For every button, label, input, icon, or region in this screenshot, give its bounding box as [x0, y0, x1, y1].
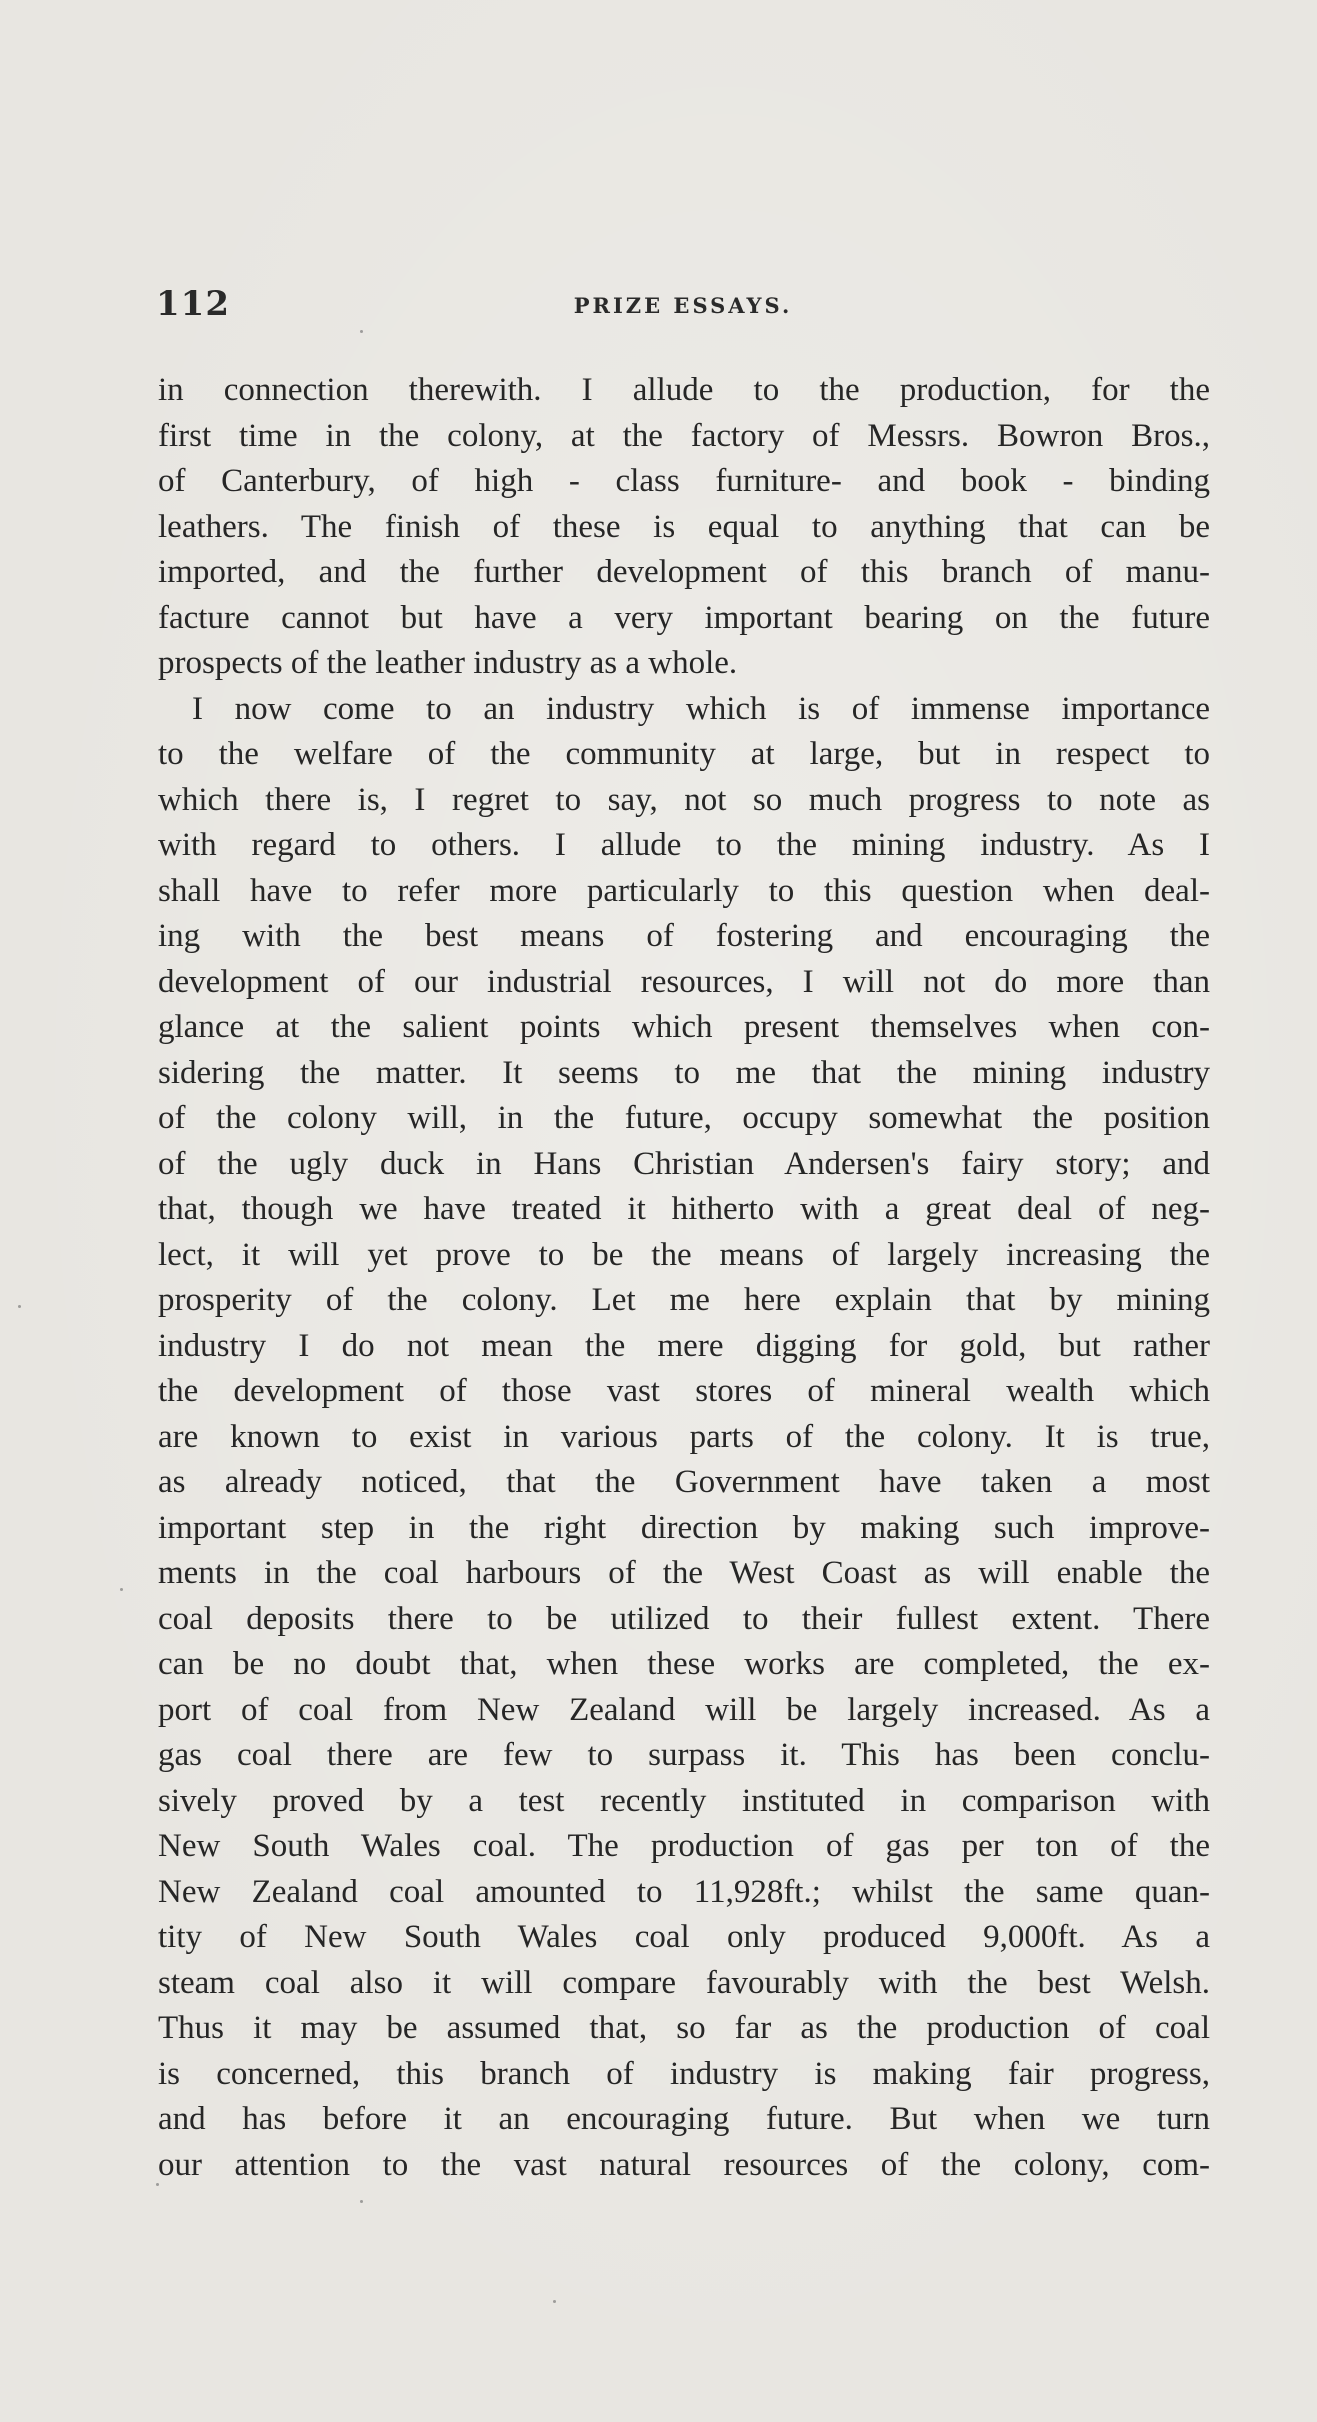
text-line: tity of New South Wales coal only produced 9,000ft. As a	[158, 1919, 1210, 1955]
text-line: ing with the best means of fostering and encouraging the	[158, 918, 1210, 954]
text-line: and has before it an encouraging future. But when we turn	[158, 2101, 1210, 2137]
text-line: prosperity of the colony. Let me here explain that by mining	[158, 1282, 1210, 1318]
text-line: are known to exist in various parts of the colony. It is true,	[158, 1418, 1210, 1455]
text-line: coal deposits there to be utilized to their fullest extent. There	[158, 1600, 1210, 1637]
text-line: New South Wales coal. The production of gas per ton of the	[158, 1828, 1210, 1864]
text-line: which there is, I regret to say, not so much progress to note as	[158, 781, 1210, 818]
text-line: lect, it will yet prove to be the means of largely increasing the	[158, 1236, 1210, 1273]
text-line: ments in the coal harbours of the West Coast as will enable the	[158, 1555, 1210, 1591]
text-line: glance at the salient points which present themselves when con-	[158, 1009, 1210, 1045]
text-line: the development of those vast stores of mineral wealth which	[158, 1373, 1210, 1409]
text-line: sively proved by a test recently instituted in comparison with	[158, 1782, 1210, 1819]
text-line: gas coal there are few to surpass it. This has been conclu-	[158, 1737, 1210, 1773]
text-line: leathers. The finish of these is equal to anything that can be	[158, 508, 1210, 545]
text-line: can be no doubt that, when these works are completed, the ex-	[158, 1646, 1210, 1682]
text-line: development of our industrial resources, I will not do more than	[158, 963, 1210, 1000]
paper-speck	[553, 2300, 556, 2303]
text-line: our attention to the vast natural resources of the colony, com-	[158, 2146, 1210, 2183]
paper-speck	[18, 1305, 21, 1308]
text-line: imported, and the further development of this branch of manu-	[158, 554, 1210, 590]
text-line: that, though we have treated it hitherto with a great deal of neg-	[158, 1191, 1210, 1227]
text-line: of the colony will, in the future, occupy somewhat the position	[158, 1100, 1210, 1136]
text-line: prospects of the leather industry as a whole.	[158, 645, 738, 681]
body-text	[158, 368, 1210, 2188]
text-line: in connection therewith. I allude to the production, for the	[158, 372, 1210, 408]
text-line: industry I do not mean the mere digging for gold, but rather	[158, 1327, 1210, 1364]
text-line: facture cannot but have a very important bearing on the future	[158, 599, 1210, 636]
text-line: is concerned, this branch of industry is making fair progress,	[158, 2055, 1210, 2092]
page-number: 112	[156, 284, 230, 324]
text-line: of the ugly duck in Hans Christian Andersen's fairy story; and	[158, 1145, 1210, 1182]
text-line: New Zealand coal amounted to 11,928ft.; whilst the same quan-	[158, 1873, 1210, 1910]
text-line: with regard to others. I allude to the mining industry. As I	[158, 827, 1210, 863]
text-line: sidering the matter. It seems to me that the mining industry	[158, 1054, 1210, 1091]
paper-speck	[120, 1588, 123, 1591]
text-line: of Canterbury, of high - class furniture- and book - binding	[158, 463, 1210, 499]
text-line: port of coal from New Zealand will be largely increased. As a	[158, 1691, 1210, 1728]
paper-speck	[360, 330, 363, 333]
paper-speck	[360, 2200, 363, 2203]
paper-speck	[156, 2183, 159, 2186]
page-header	[156, 284, 1210, 334]
running-head: PRIZE ESSAYS.	[573, 293, 793, 318]
text-line: to the welfare of the community at large, but in respect to	[158, 736, 1210, 772]
text-line: shall have to refer more particularly to this question when deal-	[158, 872, 1210, 909]
text-line: Thus it may be assumed that, so far as the production of coal	[158, 2010, 1210, 2046]
text-line: important step in the right direction by making such improve-	[158, 1509, 1210, 1546]
paragraph-start-line: I now come to an industry which is of immense importance	[192, 690, 1210, 727]
text-line: as already noticed, that the Government have taken a most	[158, 1464, 1210, 1500]
text-line: steam coal also it will compare favourably with the best Welsh.	[158, 1964, 1210, 2001]
text-line: first time in the colony, at the factory of Messrs. Bowron Bros.,	[158, 417, 1210, 454]
